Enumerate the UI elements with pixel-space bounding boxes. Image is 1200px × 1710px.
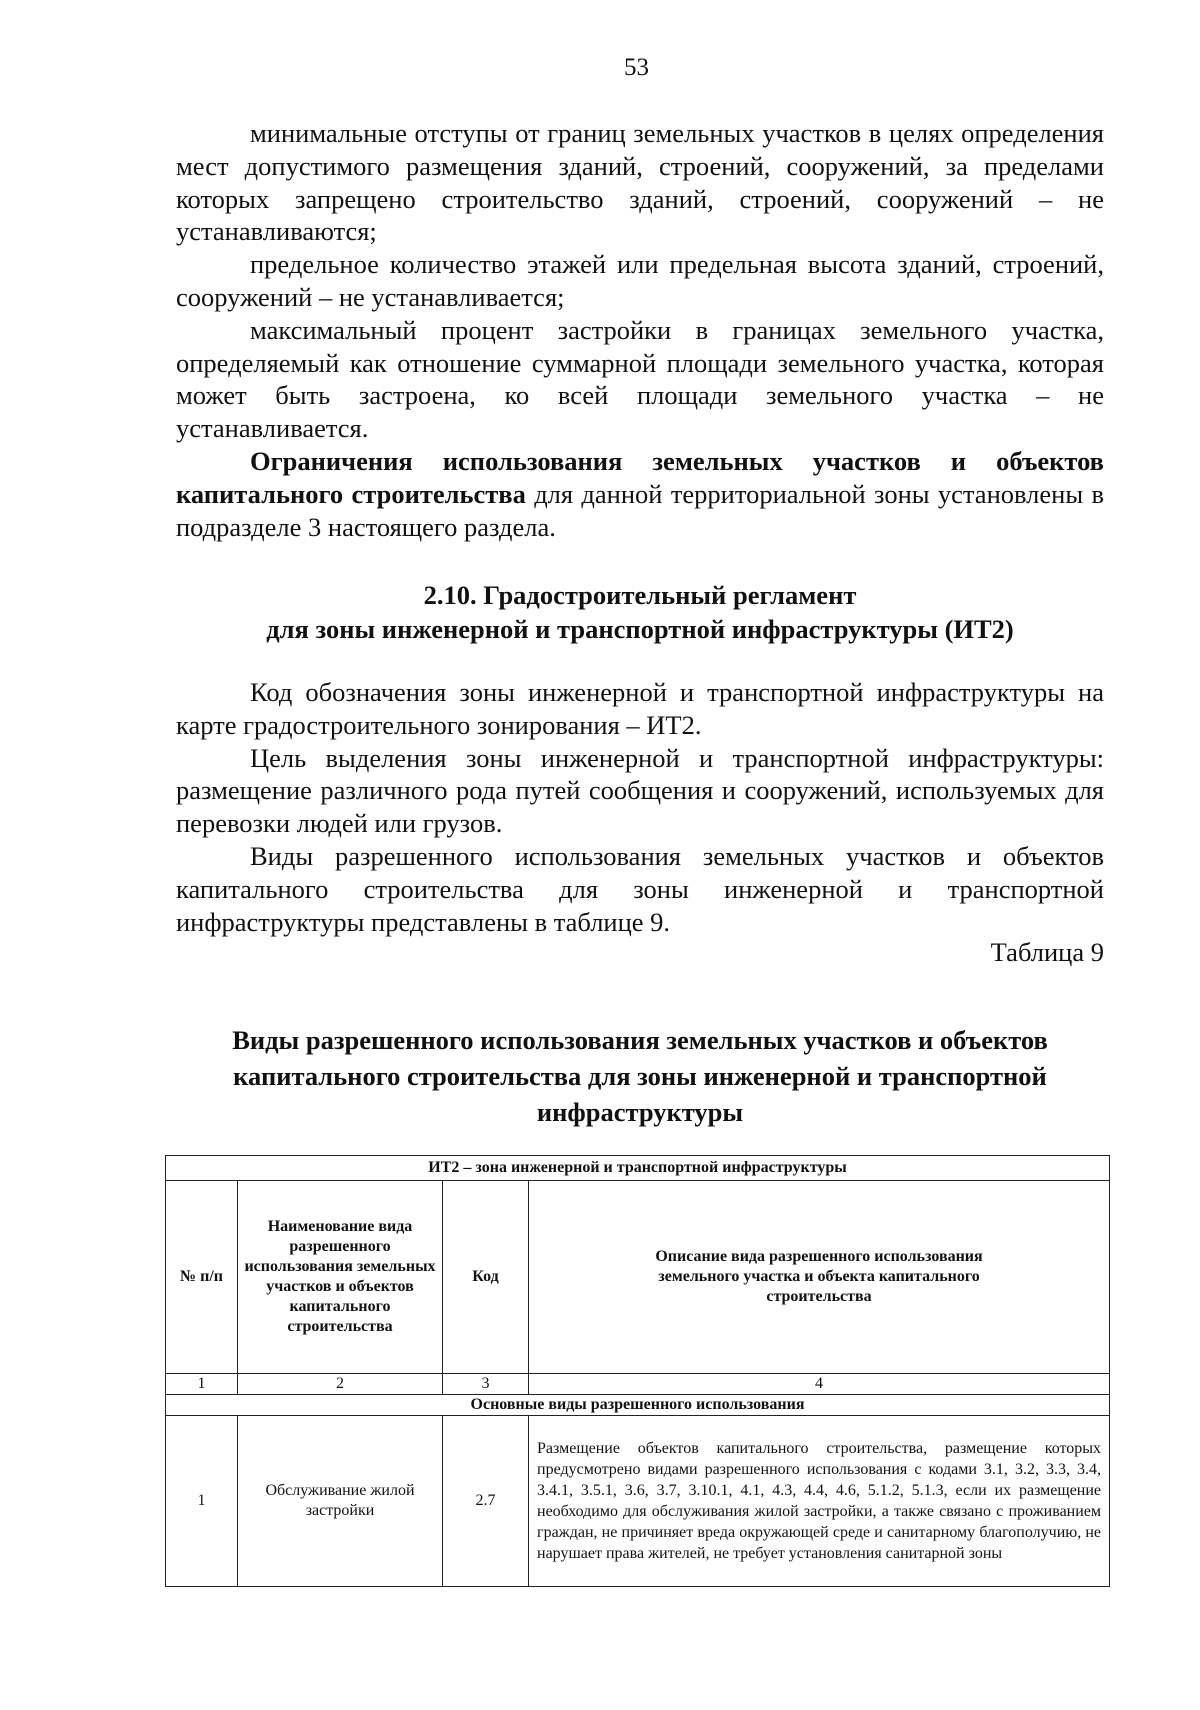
header-description: Описание вида разрешенного использования земельного участка и объекта капитального строительства <box>529 1181 1110 1374</box>
column-number: 3 <box>443 1374 529 1395</box>
table-row <box>166 1416 1110 1587</box>
row-name: Обслуживание жилой застройки <box>238 1416 443 1587</box>
table-title-line2: капитального строительства для зоны инженерной и транспортной <box>233 1061 1047 1091</box>
paragraph-zone-purpose: Цель выделения зоны инженерной и транспортной инфраструктуры: размещение различного рода путей сообщения и сооружений, используемых для перевозки людей или грузов. <box>176 742 1104 839</box>
table-title-line3: инфраструктуры <box>536 1097 744 1127</box>
column-number: 4 <box>529 1374 1110 1395</box>
header-code: Код <box>443 1181 529 1374</box>
header-num: № п/п <box>166 1181 238 1374</box>
column-number-row <box>166 1374 1110 1395</box>
table-title-line1: Виды разрешенного использования земельных участков и объектов <box>232 1025 1048 1055</box>
row-description: Размещение объектов капитального строительства, размещение которых предусмотрено видами разрешенного использования с кодами 3.1, 3.2, 3.3, 3.4, 3.4.1, 3.5.1, 3.6, 3.7, 3.10.1, 4.1, 4.3, 4.4, 4.6, 5.1.2, 5.1.3, если их размещение необходимо для обслуживания жилой застройки, а также связано с проживанием граждан, не причиняет вреда окружающей среде и санитарному благополучию, не нарушает права жителей, не требует установления санитарной зоны <box>529 1416 1110 1587</box>
zone-header-cell: ИТ2 – зона инженерной и транспортной инфраструктуры <box>166 1156 1110 1181</box>
column-number: 1 <box>166 1374 238 1395</box>
header-name: Наименование вида разрешенного использования земельных участков и объектов капитального строительства <box>238 1181 443 1374</box>
group-header-cell: Основные виды разрешенного использования <box>166 1395 1110 1416</box>
paragraph-build-percent: максимальный процент застройки в границах земельного участка, определяемый как отношение суммарной площади земельного участка, которая может быть застроена, ко всей площади земельного участка – не устанавливается. <box>176 314 1104 444</box>
body-text <box>176 117 1104 543</box>
section-heading-line1: 2.10. Градостроительный регламент <box>423 580 857 610</box>
restrictions-bold: Ограничения использования земельных участков и объектов капитального строительства <box>176 445 1104 509</box>
group-header-row <box>166 1395 1110 1416</box>
section-heading-line2: для зоны инженерной и транспортной инфраструктуры (ИТ2) <box>266 614 1014 644</box>
table-title <box>176 1022 1104 1130</box>
section-heading <box>176 578 1104 646</box>
paragraph-setbacks: минимальные отступы от границ земельных участков в целях определения мест допустимого размещения зданий, строений, сооружений, за пределами которых запрещено строительство зданий, строений, сооружений – не устанавливаются; <box>176 118 1104 247</box>
paragraph-uses-reference: Виды разрешенного использования земельных участков и объектов капитального строительства для зоны инженерной и транспортной инфраструктуры представлены в таблице 9. <box>176 840 1104 937</box>
page-number: 53 <box>624 54 649 81</box>
table-caption: Таблица 9 <box>990 937 1104 967</box>
column-number: 2 <box>238 1374 443 1395</box>
row-num: 1 <box>166 1416 238 1587</box>
uses-table <box>165 1155 1110 1587</box>
paragraph-restrictions <box>176 445 1104 543</box>
restrictions-rest: для данной территориальной зоны установлены в подразделе 3 настоящего раздела. <box>176 478 1104 542</box>
zone-header-row <box>166 1156 1110 1181</box>
row-code: 2.7 <box>443 1416 529 1587</box>
paragraph-floors: предельное количество этажей или предельная высота зданий, строений, сооружений – не устанавливается; <box>176 249 1104 312</box>
column-header-row <box>166 1181 1110 1374</box>
paragraph-zone-code: Код обозначения зоны инженерной и транспортной инфраструктуры на карте градостроительного зонирования – ИТ2. <box>176 677 1104 740</box>
section-text <box>176 676 1104 938</box>
